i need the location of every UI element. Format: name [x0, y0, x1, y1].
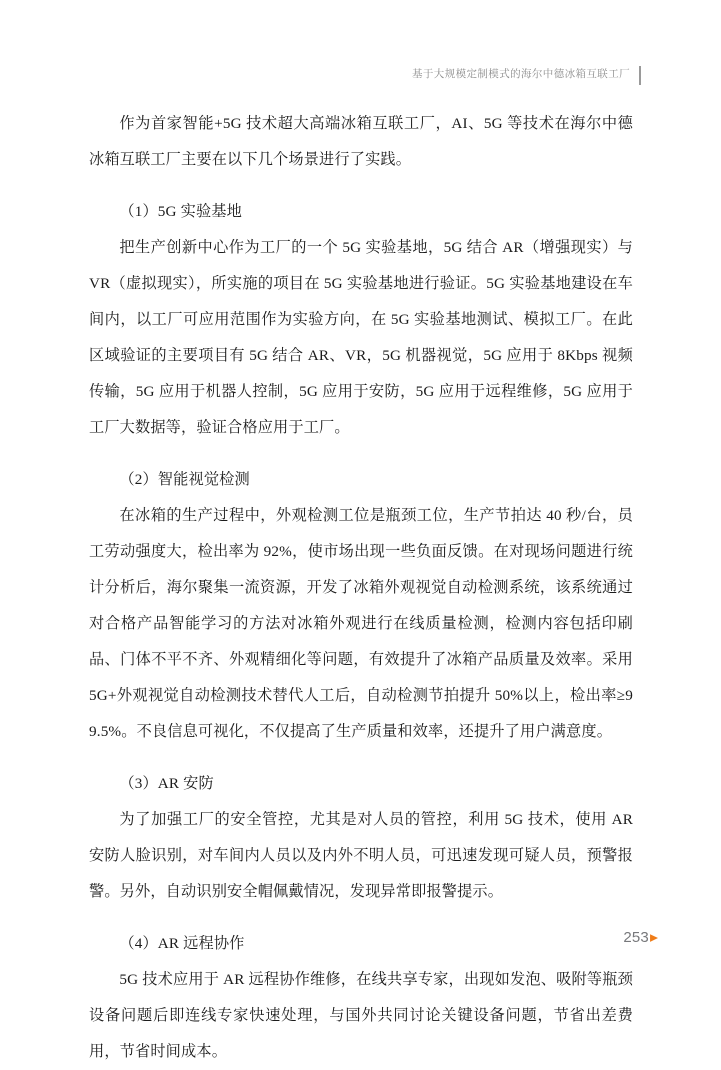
header-divider-rule [639, 66, 641, 85]
chevron-right-icon: ▸ [649, 929, 658, 946]
spacer [89, 750, 633, 766]
section-heading-3: （3）AR 安防 [119, 775, 214, 792]
section-1-paragraph-1: 把生产创新中心作为工厂的一个 5G 实验基地，5G 结合 AR（增强现实）与 VR（虚拟现实），所实施的项目在 5G 实验基地进行验证。5G 实验基地建设在车间内，以工厂可应用范围作为实验方向，在 5G 实验基地测试、模拟工厂。在此区域验证的主要项目有 5G 结合 AR、VR，5G 机器视觉，5G 应用于 8Kbps 视频传输，5G 应用于机器人控制，5G 应用于安防，5G 应用于远程维修，5G 应用于工厂大数据等，验证合格应用于工厂。 [89, 239, 633, 436]
section-4-paragraph-1: 5G 技术应用于 AR 远程协作维修，在线共享专家，出现如发泡、吸附等瓶颈设备问题后即连线专家快速处理，与国外共同讨论关键设备问题，节省出差费用，节省时间成本。 [89, 971, 633, 1060]
section-heading-2: （2）智能视觉检测 [119, 471, 250, 488]
section-3-paragraph-1: 为了加强工厂的安全管控，尤其是对人员的管控，利用 5G 技术，使用 AR 安防人脸识别，对车间内人员以及内外不明人员，可迅速发现可疑人员，预警报警。另外，自动识别安全帽佩戴情况，发现异常即报警提示。 [89, 811, 633, 900]
spacer [89, 910, 633, 926]
section-2-paragraph-1: 在冰箱的生产过程中，外观检测工位是瓶颈工位，生产节拍达 40 秒/台，员工劳动强度大，检出率为 92%，使市场出现一些负面反馈。在对现场问题进行统计分析后，海尔聚集一流资源，开发了冰箱外观视觉自动检测系统，该系统通过对合格产品智能学习的方法对冰箱外观进行在线质量检测，检测内容包括印刷品、门体不平不齐、外观精细化等问题，有效提升了冰箱产品质量及效率。采用 5G+外观视觉自动检测技术替代人工后，自动检测节拍提升 50%以上，检出率≥99.5%。不良信息可视化，不仅提高了生产质量和效率，还提升了用户满意度。 [89, 507, 633, 740]
section-heading-1: （1）5G 实验基地 [119, 203, 242, 220]
running-header [412, 64, 641, 86]
spacer [89, 178, 633, 194]
intro-paragraph: 作为首家智能+5G 技术超大高端冰箱互联工厂，AI、5G 等技术在海尔中德冰箱互联工厂主要在以下几个场景进行了实践。 [89, 115, 633, 168]
section-heading-4: （4）AR 远程协作 [119, 935, 245, 952]
spacer [89, 446, 633, 462]
page-number: 253 [623, 929, 649, 946]
page-folio [623, 930, 658, 950]
page-body [89, 106, 633, 1070]
running-header-title: 基于大规模定制模式的海尔中德冰箱互联工厂 [412, 68, 630, 80]
